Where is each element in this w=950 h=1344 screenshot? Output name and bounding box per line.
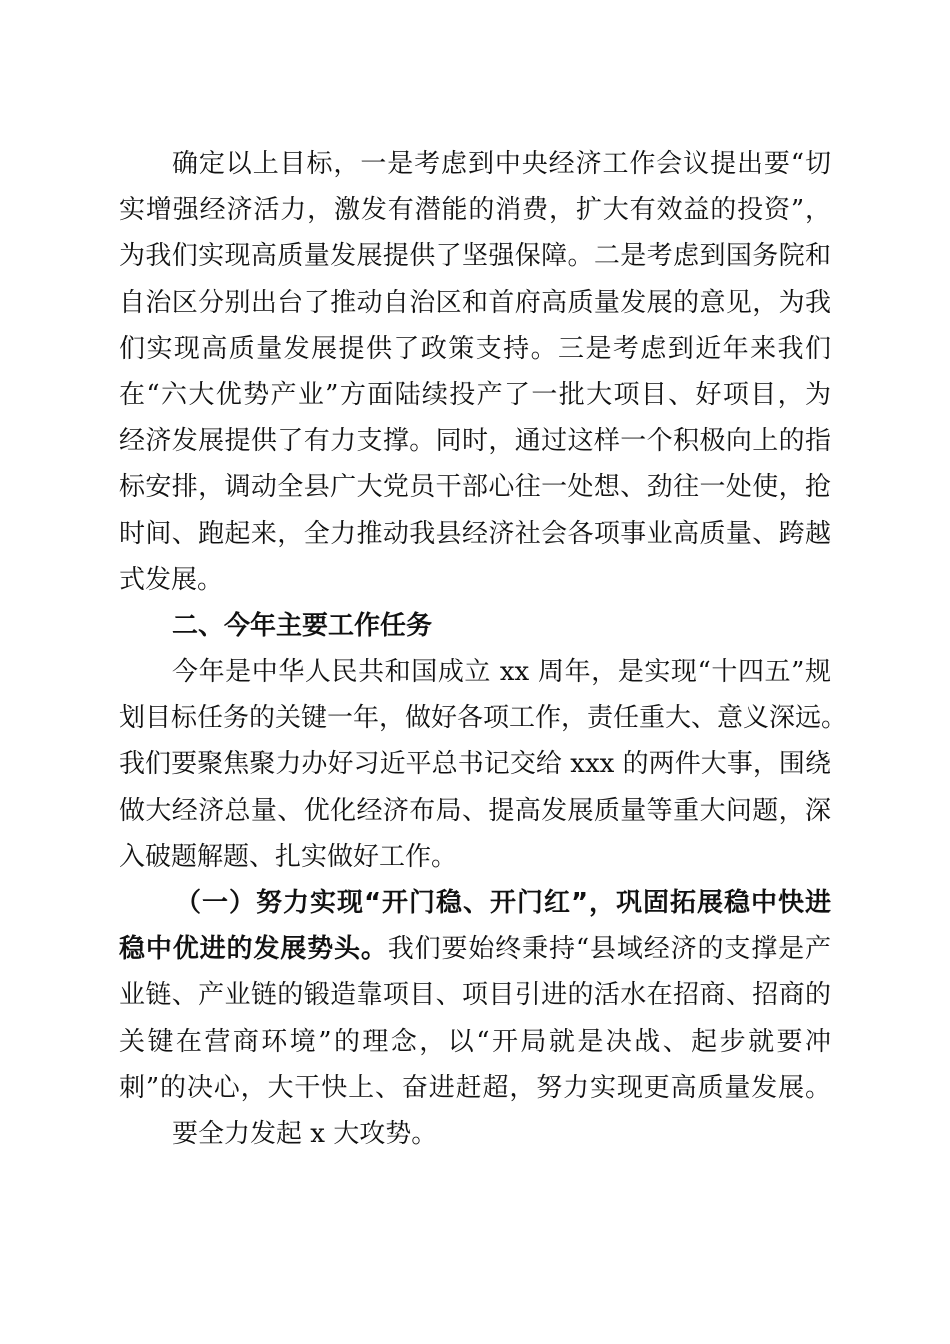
paragraph-offensives: 要全力发起 x 大攻势。 (172, 1118, 438, 1149)
text-line: 在“六大优势产业”方面陆续投产了一批大项目、好项目，为 (119, 379, 831, 410)
text-line: 我们要聚焦聚力办好习近平总书记交给 xxx 的两件大事，围绕 (119, 749, 831, 780)
text-line (119, 926, 831, 972)
text-line: 自治区分别出台了推动自治区和首府高质量发展的意见，为我 (119, 287, 831, 318)
text-line: 式发展。 (119, 564, 224, 595)
subsection-heading-tail: 稳中优进的发展势头。 (119, 934, 388, 965)
document-body (119, 141, 848, 1157)
text-line: 做大经济总量、优化经济布局、提高发展质量等重大问题，深 (119, 795, 831, 826)
text-line: 划目标任务的关键一年，做好各项工作，责任重大、意义深远。 (119, 703, 848, 734)
text-line: 们实现高质量发展提供了政策支持。三是考虑到近年来我们 (119, 333, 831, 364)
text-line: 确定以上目标，一是考虑到中央经济工作会议提出要“切 (172, 149, 831, 179)
text-line: 时间、跑起来，全力推动我县经济社会各项事业高质量、跨越 (119, 518, 831, 549)
text-line: 入破题解题、扎实做好工作。 (119, 841, 458, 872)
text-line: 业链、产业链的锻造靠项目、项目引进的活水在招商、招商的 (119, 980, 831, 1011)
text-fragment: 我们要始终秉持“县域经济的支撑是产 (387, 934, 831, 965)
text-line: 标安排，调动全县广大党员干部心往一处想、劲往一处使，抢 (119, 472, 831, 503)
text-line: 今年是中华人民共和国成立 xx 周年，是实现“十四五”规 (172, 657, 831, 688)
text-line: 实增强经济活力，激发有潜能的消费，扩大有效益的投资”， (119, 195, 831, 226)
paragraph-goals (119, 141, 831, 603)
text-line: 为我们实现高质量发展提供了坚强保障。二是考虑到国务院和 (119, 241, 831, 272)
paragraph-tasks-intro (119, 649, 848, 880)
section-heading: 二、今年主要工作任务 (172, 610, 433, 641)
subsection-heading-line: （一）努力实现“开门稳、开门红”，巩固拓展稳中快进 (175, 888, 831, 918)
text-line: 刺”的决心，大干快上、奋进赶超，努力实现更高质量发展。 (119, 1072, 831, 1103)
paragraph-subsection-1 (119, 880, 831, 1111)
text-line: 经济发展提供了有力支撑。同时，通过这样一个积极向上的指 (119, 426, 831, 457)
text-line: 关键在营商环境”的理念，以“开局就是决战、起步就要冲 (119, 1026, 831, 1057)
